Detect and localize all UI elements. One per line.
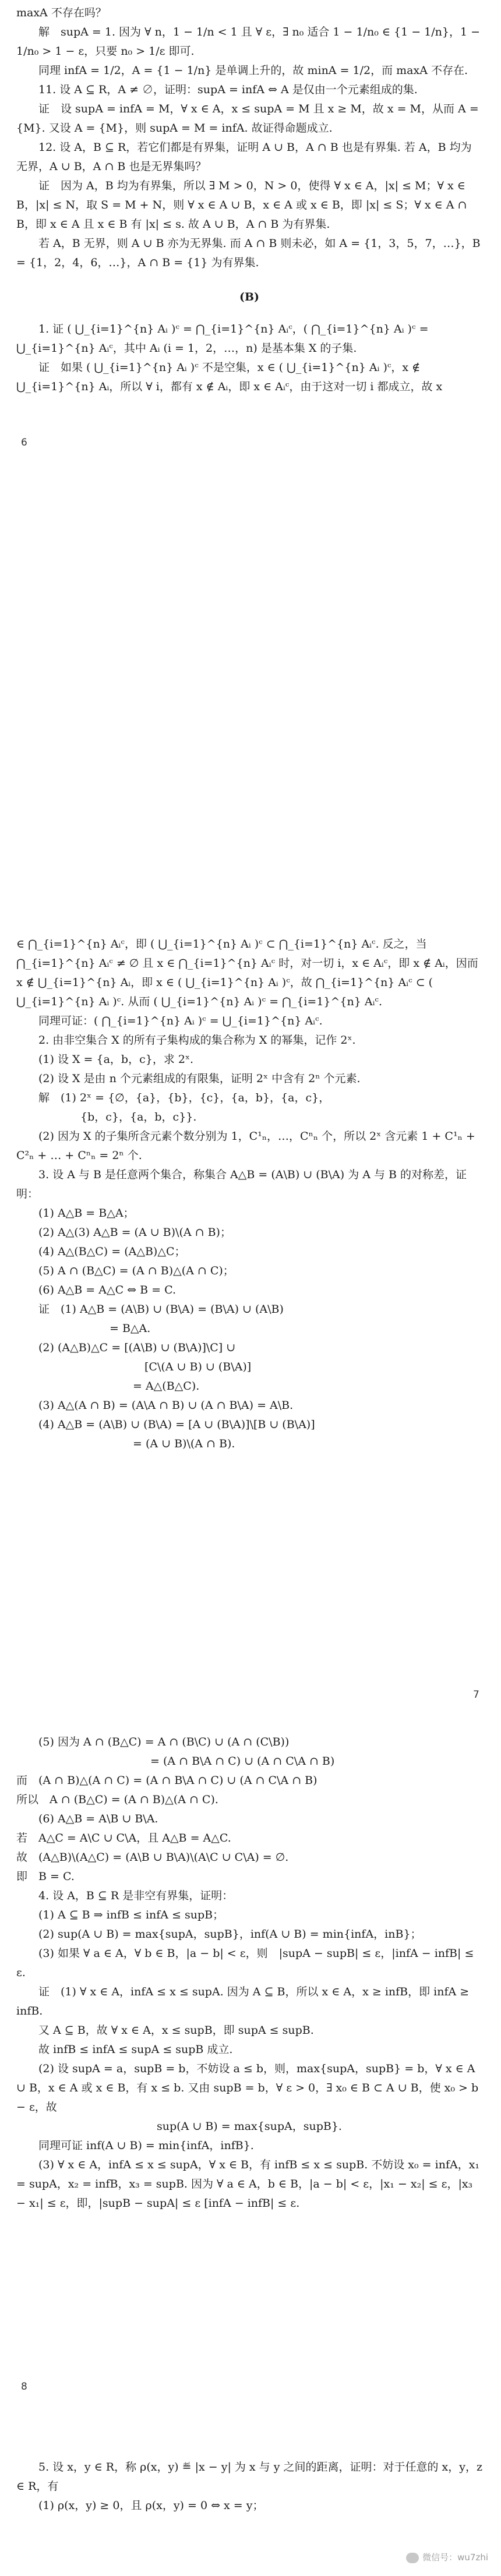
watermark [406,2551,488,2563]
text-line: {b，c}，{a，b，c}}. [80,1111,197,1123]
text-line: (5) A ∩ (B△C) = (A ∩ B)△(A ∩ C)； [38,1264,234,1277]
text-line: (2) sup(A ∪ B) = max{supA，supB}，inf(A ∪ B) = min{infA，inB}； [38,1928,422,1941]
text-line: (6) A△B = A△C ⇔ B = C. [38,1284,176,1296]
section-title: (B) [239,291,260,303]
proof-paragraph: 证 (1) ∀ x ∈ A，infA ≤ x ≤ supA. 因为 A ⊆ B，所以 x ∈ A，x ≥ infB，即 infA ≥ infB. [16,1985,470,2017]
text-line: [C\(A ∪ B) ∪ (B\A)] [144,1361,252,1373]
text-line: (2) (A△B)△C = [(A\B) ∪ (B\A)]\C] ∪ [38,1341,236,1354]
proof-line: 证 (1) A△B = (A\B) ∪ (B\A) = (B\A) ∪ (A\B) [38,1303,284,1316]
text-line: (1) A△B = B△A； [38,1207,135,1220]
page-two-text [16,935,482,1454]
text-line: 同理可证：( ⋂_{i=1}^{n} Aᵢ )ᶜ = ⋃_{i=1}^{n} Aᵢᶜ. [38,1015,323,1027]
text-line: (1) A ⊆ B ⇒ infB ≤ infA ≤ supB； [38,1909,224,1921]
text-line: (6) A△B = A\B ∪ B\A. [38,1812,158,1825]
text-line: (1) ρ(x，y) ≥ 0，且 ρ(x，y) = 0 ⇔ x = y； [38,2499,264,2512]
text-line: (5) 因为 A ∩ (B△C) = A ∩ (B\C) ∪ (A ∩ (C\B)) [38,1736,290,1748]
text-line: 若 A△C = A\C ∪ C\A，且 A△B = A△C. [16,1832,231,1844]
problem-b5: 5. 设 x，y ∈ R，称 ρ(x，y) ≝ |x − y| 为 x 与 y 之间的距离，证明：对于任意的 x，y，z ∈ R，有 [16,2461,482,2493]
problem-b2: 2. 由非空集合 X 的所有子集构成的集合称为 X 的幂集，记作 2ˣ. [38,1034,356,1047]
problem-b3: 3. 设 A 与 B 是任意两个集合，称集合 A△B = (A\B) ∪ (B\A) 为 A 与 B 的对称差，证明： [16,1168,467,1200]
page-three-text [16,1733,482,2213]
text-paragraph: 同理 infA = 1/2，A = {1 − 1/n} 是单调上升的，故 minA = 1/2，而 maxA 不存在. [38,64,468,77]
text-line: (1) 设 X = {a，b，c}，求 2ˣ. [38,1053,194,1066]
text-line: 所以 A ∩ (B△C) = (A ∩ B)△(A ∩ C). [16,1793,218,1806]
text-paragraph: (2) 因为 X 的子集所含元素个数分别为 1，C¹ₙ，…，Cⁿₙ 个，所以 2ˣ 含元素 1 + C¹ₙ + C²ₙ + … + Cⁿₙ = 2ⁿ 个. [16,1130,475,1162]
text-line: 即 B = C. [16,1870,75,1883]
problem-b1: 1. 证 ( ⋃_{i=1}^{n} Aᵢ )ᶜ = ⋂_{i=1}^{n} Aᵢᶜ，( ⋂_{i=1}^{n} Aᵢ )ᶜ = ⋃_{i=1}^{n} Aᵢᶜ，其中 Aᵢ (i = 1，2，…，n) 是基本集 X 的子集. [16,323,429,355]
text-line: = (A ∪ B)\(A ∩ B). [133,1437,235,1450]
proof-paragraph: 证 如果 ( ⋃_{i=1}^{n} Aᵢ )ᶜ 不是空集，x ∈ ( ⋃_{i=1}^{n} Aᵢ )ᶜ，x ∉ ⋃_{i=1}^{n} Aᵢ，所以 ∀ i，都有 x ∉ Aᵢ，即 x ∈ Aᵢᶜ，由于这对一切 i 都成立，故 x [16,361,443,393]
text-line: (2) A△(3) A△B = (A ∪ B)\(A ∩ B)； [38,1226,231,1239]
page-one-text [16,3,482,397]
page-number: 6 [21,437,27,448]
text-line: maxA 不存在吗？ [16,6,107,19]
page-number: 8 [21,2381,27,2393]
text-line: 故 infB ≤ infA ≤ supA ≤ supB 成立. [38,2043,233,2056]
text-paragraph: 若 A，B 无界，则 A ∪ B 亦为无界集. 而 A ∩ B 则未必，如 A = {1，3，5，7，…}，B = {1，2，4，6，…}，A ∩ B = {1} 为有界集. [16,237,481,269]
text-line: (4) A△B = (A\B) ∪ (B\A) = [A ∪ (B\A)]\[B ∪ (B\A)] [38,1418,315,1431]
text-line: (4) A△(B△C) = (A△B)△C； [38,1245,186,1258]
text-line: (3) A△(A ∩ B) = (A\A ∩ B) ∪ (A ∩ B\A) = A\B. [38,1399,294,1412]
proof-paragraph: 证 设 supA = infA = M，∀ x ∈ A，x ≤ supA = M 且 x ≥ M，故 x = M，从而 A = {M}. 又设 A = {M}，则 supA = M = infA. 故证得命题成立. [16,103,479,135]
text-line: 同理可证 inf(A ∪ B) = min{infA，infB}. [38,2139,254,2152]
page-number: 7 [473,1689,479,1701]
text-line: 故 (A△B)\(A△C) = (A\B ∪ B\A)\(A\C ∪ C\A) = ∅. [16,1851,289,1864]
solution-line: 解 (1) 2ˣ = {∅，{a}，{b}，{c}，{a，b}，{a，c}， [38,1091,330,1104]
text-line: 又 A ⊆ B，故 ∀ x ∈ A，x ≤ supB，即 supA ≤ supB. [38,2024,314,2037]
text-line: 而 (A ∩ B)△(A ∩ C) = (A ∩ B\A ∩ C) ∪ (A ∩ C\A ∩ B) [16,1774,317,1787]
proof-continuation: ∈ ⋂_{i=1}^{n} Aᵢᶜ，即 ( ⋃_{i=1}^{n} Aᵢ )ᶜ ⊂ ⋂_{i=1}^{n} Aᵢᶜ. 反之，当 ⋂_{i=1}^{n} Aᵢᶜ ≠ ∅ 且 x ∈ ⋂_{i=1}^{n} Aᵢᶜ 时，对一切 i，x ∈ Aᵢᶜ，即 x ∉ Aᵢ，因而 x ∉ ⋃_{i=1}^{n} Aᵢ，即 x ∈ ( ⋃_{i=1}^{n} Aᵢ )ᶜ，故 ⋂_{i=1}^{n} Aᵢᶜ ⊂ ( ⋃_{i=1}^{n} Aᵢ )ᶜ. 从而 ( ⋃_{i=1}^{n} Aᵢ )ᶜ = ⋂_{i=1}^{n} Aᵢᶜ. [16,938,478,1008]
proof-paragraph: 证 因为 A，B 均为有界集，所以 ∃ M > 0，N > 0，使得 ∀ x ∈ A，|x| ≤ M；∀ x ∈ B，|x| ≤ N，取 S = M + N，则 ∀ x ∈ A ∪ B，x ∈ A 或 x ∈ B，即 |x| ≤ S；∀ x ∈ A ∩ B，即 x ∈ A 且 x ∈ B 有 |x| ≤ s. 故 A ∪ B，A ∩ B 为有界集. [16,179,467,231]
text-line: sup(A ∪ B) = max{supA，supB}. [157,2120,342,2133]
text-paragraph: (3) ∀ x ∈ A，infA ≤ x ≤ supA，∀ x ∈ B，有 infB ≤ x ≤ supB. 不妨设 x₀ = infA，x₁ = supA，x₂ = infB，x₃ = supB. 因为 ∀ a ∈ A，b ∈ B，|a − b| < ε，|x₁ − x₂| ≤ ε，|x₃ − x₁| ≤ ε，即，|supB − supA| ≤ ε [infA − infB| ≤ ε. [16,2158,480,2210]
text-line: (2) 设 X 是由 n 个元素组成的有限集，证明 2ˣ 中含有 2ⁿ 个元素. [38,1072,361,1085]
solution-paragraph: 解 supA = 1. 因为 ∀ n，1 − 1/n < 1 且 ∀ ε，∃ n₀ 适合 1 − 1/n₀ ∈ {1 − 1/n}，1 − 1/n₀ > 1 − ε，只要 n₀ > 1/ε 即可. [16,26,481,58]
problem-11: 11. 设 A ⊆ R，A ≠ ∅，证明：supA = infA ⇔ A 是仅由一个元素组成的集. [38,83,418,96]
text-line: = B△A. [110,1322,151,1335]
wechat-logo-icon [406,2553,419,2563]
text-paragraph: (2) 设 supA = a，supB = b，不妨设 a ≤ b，则，max{supA，supB} = b，∀ x ∈ A ∪ B，x ∈ A 或 x ∈ B，有 x ≤ b. 又由 supB = b，∀ ε > 0，∃ x₀ ∈ B ⊂ A ∪ B，使 x₀ > b − ε，故 [16,2062,479,2114]
problem-b4: 4. 设 A，B ⊆ R 是非空有界集，证明： [38,1889,234,1902]
text-line: = (A ∩ B\A ∩ C) ∪ (A ∩ C\A ∩ B) [150,1755,335,1768]
problem-12: 12. 设 A，B ⊆ R，若它们都是有界集，证明 A ∪ B，A ∩ B 也是有界集. 若 A，B 均为无界，A ∪ B，A ∩ B 也是无界集吗？ [16,141,472,173]
page-four-text [16,2458,482,2515]
watermark-text: 微信号：wu7zhi [422,2552,488,2563]
text-line: = A△(B△C). [133,1380,200,1393]
text-line: (3) 如果 ∀ a ∈ A，∀ b ∈ B，|a − b| < ε，则 |supA − supB| ≤ ε，|infA − infB| ≤ ε. [16,1947,474,1979]
